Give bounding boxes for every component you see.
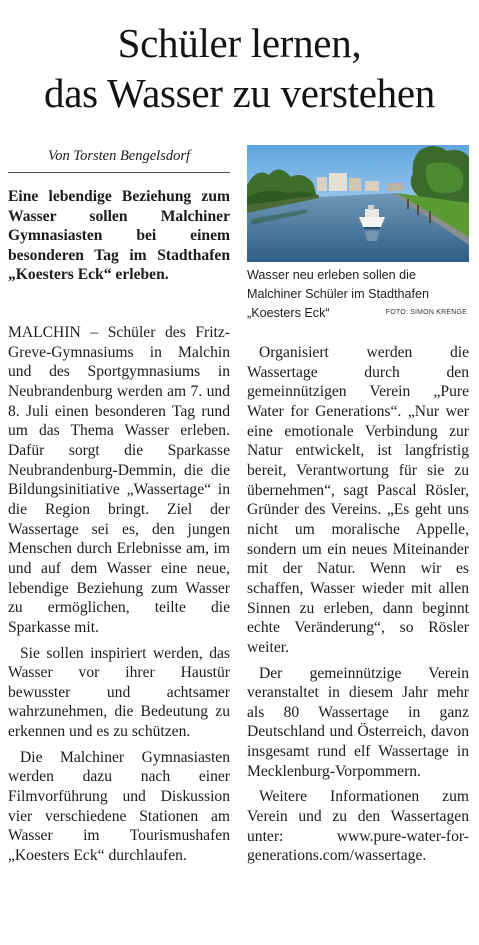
headline — [0, 18, 479, 118]
byline: Von Torsten Bengelsdorf — [8, 146, 230, 173]
paragraph-2: Sie sollen inspiriert werden, das Wasser vor ihrer Haustür bewusster und achtsamer wahrzunehmen, die Bedeutung zu erkennen und es zu schützen. — [8, 644, 230, 741]
harbor-photo-image — [247, 145, 469, 262]
paragraph-1-text: – Schüler des Fritz-Greve-Gymnasiums in Malchin und des Sportgymnasiums in Neubrandenburg werden am 7. und 8. Juli einen besonderen Tag rund um das Thema Wasser erleben. Dafür sorgt die Sparkasse Neubrandenburg-Demmin, die die Bildungsinitiative „Wassertage“ in die Region bringt. Ziel der Wassertage sei es, den jungen Menschen durch Erlebnisse am, im und auf dem Wasser eine neue, lebendige Beziehung zum Wasser zu ermöglichen, teilte die Sparkasse mit. — [8, 324, 230, 636]
lead-paragraph: Eine lebendige Beziehung zum Wasser sollen Malchiner Gymnasiasten bei einem besonderen Tag im Stadthafen „Koesters Eck“ erleben. — [8, 188, 230, 284]
harbor-photo — [247, 145, 469, 262]
photo-credit: FOTO: SIMON KRENGE — [385, 309, 467, 316]
caption-line-1: Wasser neu erleben sollen die — [247, 268, 416, 282]
paragraph-1 — [8, 323, 230, 638]
headline-line-2: das Wasser zu verstehen — [44, 70, 435, 116]
paragraph-6: Weitere Informationen zum Verein und zu den Wassertagen unter: www.pure-water-for-generations.com/wassertage. — [247, 788, 469, 865]
caption-line-2: Malchiner Schüler im Stadthafen — [247, 287, 430, 301]
article-column-right — [247, 343, 469, 872]
headline-line-1: Schüler lernen, — [117, 20, 362, 66]
photo-caption — [247, 266, 471, 323]
paragraph-5: Der gemeinnützige Verein veranstaltet in diesem Jahr mehr als 80 Wassertage in ganz Deutschland und Österreich, davon insgesamt rund elf Wassertage in Mecklenburg-Vorpommern. — [247, 664, 469, 780]
dateline: MALCHIN — [8, 324, 81, 341]
paragraph-3: Die Malchiner Gymnasiasten werden dazu nach einer Filmvorführung und Diskussion vier verschiedene Stationen am Wasser im Tourismushafen „Koesters Eck“ durchlaufen. — [8, 748, 230, 865]
paragraph-4: Organisiert werden die Wassertage durch den gemeinnützigen Verein „Pure Water for Generations“. „Nur wer eine emotionale Verbindung zur Natur entwickelt, ist langfristig bereit, Verantwortung für sie zu übernehmen“, sagt Pascal Rösler, Gründer des Vereins. „Es geht uns nicht um moralische Appelle, sondern um ein neues Miteinander mit der Natur. Wenn wir es schaffen, Wasser wieder mit allen Sinnen zu erleben, dann beginnt echte Veränderung“, so Rösler weiter. — [247, 344, 469, 656]
article-column-left — [8, 323, 230, 872]
caption-line-3: „Koesters Eck“ — [247, 306, 330, 320]
